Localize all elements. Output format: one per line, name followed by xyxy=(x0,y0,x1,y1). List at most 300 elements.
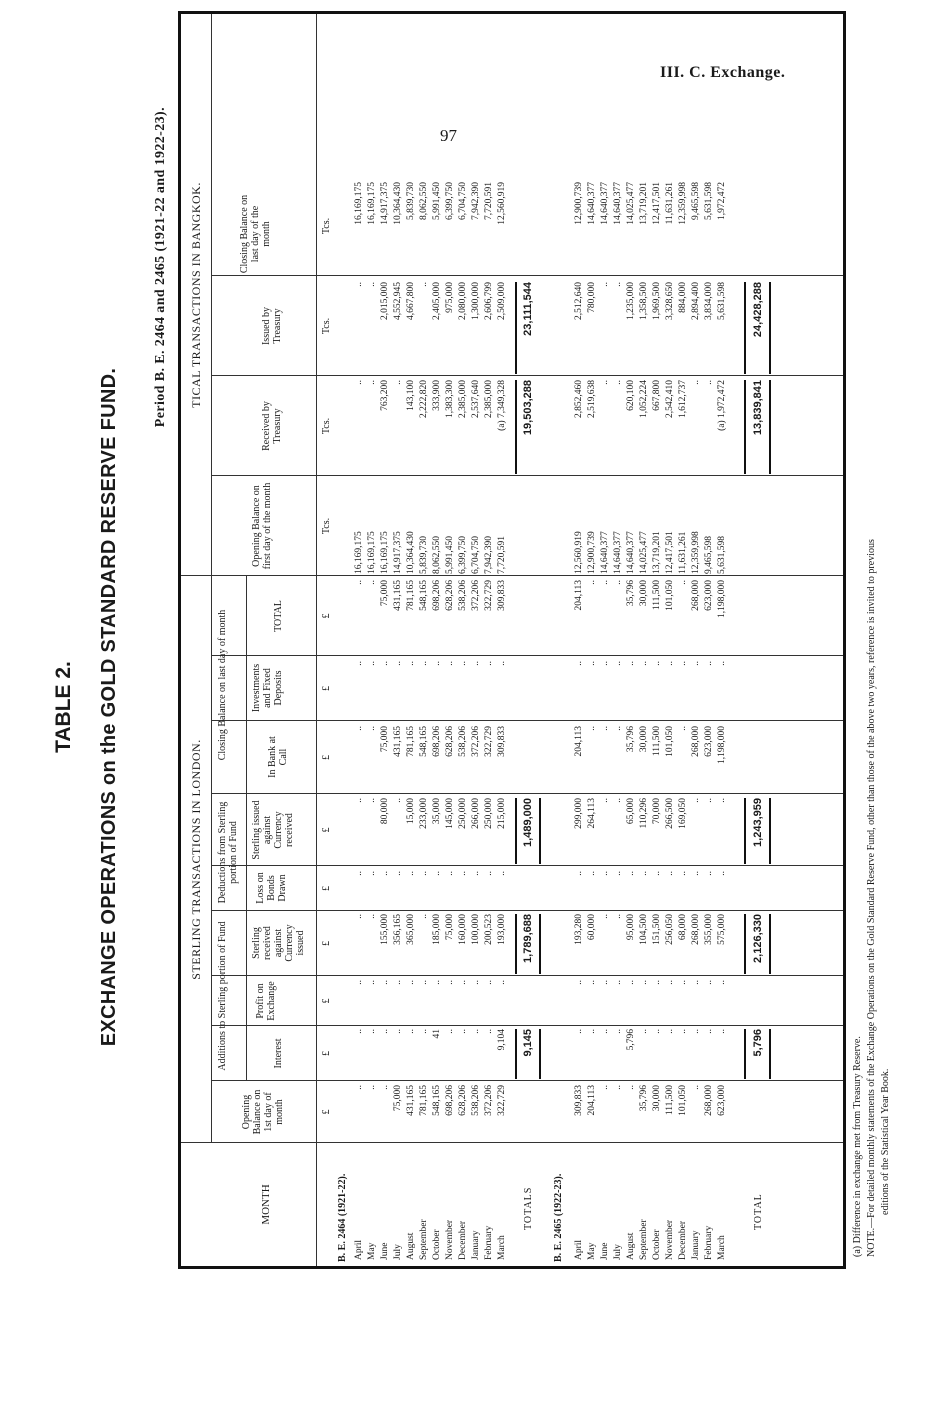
table-cell: 575,000 xyxy=(717,914,727,945)
table-cell: 264,113 xyxy=(587,798,597,829)
table-cell: 35,796 xyxy=(639,1085,649,1112)
footnote-note: NOTE.—For detailed monthly statements of the Exchange Operations on the Gold Standard Reserve Fund, other than those of the above two years, reference is invited to previous xyxy=(866,539,877,1257)
table-cell: .. xyxy=(691,980,701,985)
table-cell: .. xyxy=(432,661,442,666)
table-cell: 538,206 xyxy=(458,580,468,611)
table-cell: 13,719,201 xyxy=(652,531,662,574)
table-cell: .. xyxy=(691,661,701,666)
investments-column xyxy=(573,661,729,719)
table-cell: .. xyxy=(419,871,429,876)
table-cell: 5,839,730 xyxy=(406,182,416,220)
tical-opening-column xyxy=(353,514,509,574)
table-cell: 111,500 xyxy=(652,726,662,757)
table-cell: 6,399,750 xyxy=(458,536,468,574)
table-cell: 333,900 xyxy=(432,380,442,411)
table-cell: 1,052,224 xyxy=(639,380,649,418)
totals-label: TOTALS xyxy=(523,1186,534,1230)
table-cell: .. xyxy=(354,580,364,585)
tical-closing-column xyxy=(353,182,509,274)
table-cell: .. xyxy=(354,380,364,385)
table-cell: .. xyxy=(665,661,675,666)
exchange-table xyxy=(178,11,846,1269)
unit-label: £ xyxy=(321,613,332,619)
table-cell: .. xyxy=(704,980,714,985)
table-cell: .. xyxy=(613,1085,623,1090)
table-cell: .. xyxy=(354,726,364,731)
table-cell: .. xyxy=(367,1085,377,1090)
month-cell: July xyxy=(393,1244,403,1260)
table-cell: .. xyxy=(354,1029,364,1034)
table-cell: .. xyxy=(445,1029,455,1034)
table-cell: .. xyxy=(613,580,623,585)
total-received: 13,839,841 xyxy=(752,380,764,436)
table-cell: 204,113 xyxy=(574,580,584,611)
table-cell: 2,537,640 xyxy=(471,380,481,418)
month-cell: March xyxy=(717,1235,727,1260)
table-cell: 111,500 xyxy=(665,1085,675,1116)
table-cell: .. xyxy=(354,980,364,985)
totals-interest: 9,145 xyxy=(522,1029,534,1057)
table-cell: 266,500 xyxy=(665,798,675,829)
table-cell: .. xyxy=(574,871,584,876)
table-cell: 2,542,410 xyxy=(665,380,675,418)
table-cell: 233,000 xyxy=(419,798,429,829)
table-cell: 628,206 xyxy=(445,580,455,611)
table-cell: .. xyxy=(406,661,416,666)
table-cell: .. xyxy=(458,661,468,666)
table-cell: 5,991,450 xyxy=(432,182,442,220)
table-cell: 2,080,000 xyxy=(458,282,468,320)
month-cell: July xyxy=(613,1244,623,1260)
table-cell: .. xyxy=(497,980,507,985)
month-cell: February xyxy=(484,1225,494,1260)
table-cell: .. xyxy=(600,726,610,731)
sterling-received-column xyxy=(573,914,729,974)
month-list xyxy=(353,1145,509,1260)
sterling-issued-column xyxy=(573,798,729,864)
table-cell: .. xyxy=(354,798,364,803)
month-cell: January xyxy=(471,1230,481,1260)
table-cell: .. xyxy=(406,871,416,876)
month-cell: February xyxy=(704,1225,714,1260)
unit-label: £ xyxy=(321,827,332,833)
issued-column xyxy=(353,282,509,374)
table-cell: .. xyxy=(445,871,455,876)
tical-closing-column xyxy=(573,182,729,274)
received-header: Received by Treasury xyxy=(261,401,283,451)
month-cell: August xyxy=(406,1232,416,1260)
table-cell: .. xyxy=(665,871,675,876)
table-cell: 14,917,375 xyxy=(380,182,390,225)
table-cell: .. xyxy=(406,1029,416,1034)
table-cell: 12,900,739 xyxy=(574,182,584,225)
table-cell: 3,834,000 xyxy=(704,282,714,320)
table-cell: .. xyxy=(367,980,377,985)
table-cell: 200,523 xyxy=(484,914,494,945)
investments-header: Investments and Fixed Deposits xyxy=(251,663,284,713)
table-cell: 1,383,300 xyxy=(445,380,455,418)
table-cell: .. xyxy=(600,380,610,385)
period-line: Period B. E. 2464 and 2465 (1921-22 and 1922-23). xyxy=(153,107,168,428)
unit-label: Tcs. xyxy=(321,317,332,335)
table-cell: 75,000 xyxy=(380,726,390,753)
unit-label: Tcs. xyxy=(321,217,332,235)
table-cell: (a) 7,349,328 xyxy=(497,380,507,431)
table-cell: 101,050 xyxy=(665,726,675,757)
table-cell: 781,165 xyxy=(419,1085,429,1116)
table-cell: 101,050 xyxy=(665,580,675,611)
table-cell: 8,062,550 xyxy=(419,182,429,220)
table-cell: .. xyxy=(678,661,688,666)
table-cell: .. xyxy=(471,980,481,985)
table-cell: .. xyxy=(587,580,597,585)
table-cell: 548,165 xyxy=(419,580,429,611)
table-cell: .. xyxy=(678,980,688,985)
table-cell: 4,667,800 xyxy=(406,282,416,320)
table-cell: 1,972,472 xyxy=(717,182,727,220)
month-cell: March xyxy=(497,1235,507,1260)
table-cell: .. xyxy=(419,980,429,985)
table-cell: 101,050 xyxy=(678,1085,688,1116)
table-cell: .. xyxy=(367,380,377,385)
table-cell: 193,000 xyxy=(497,914,507,945)
month-cell: December xyxy=(678,1220,688,1260)
table-cell: .. xyxy=(704,1029,714,1034)
month-cell: December xyxy=(458,1220,468,1260)
table-cell: .. xyxy=(458,1029,468,1034)
rotated-table-page xyxy=(0,7,932,1407)
table-cell: .. xyxy=(600,914,610,919)
table-cell: 14,640,377 xyxy=(626,531,636,574)
table-cell: (a) 1,972,472 xyxy=(717,380,727,431)
table-cell: 309,833 xyxy=(574,1085,584,1116)
month-cell: June xyxy=(600,1242,610,1260)
table-cell: .. xyxy=(613,661,623,666)
table-cell: .. xyxy=(419,914,429,919)
month-cell: January xyxy=(691,1230,701,1260)
table-cell: 2,015,000 xyxy=(380,282,390,320)
footnote-a: (a) Difference in exchange met from Treasury Reserve. xyxy=(852,1036,863,1257)
table-cell: .. xyxy=(704,380,714,385)
table-cell: 7,942,390 xyxy=(484,536,494,574)
table-cell: .. xyxy=(613,726,623,731)
closing-balance-header: Closing Balance on last day of month xyxy=(217,609,228,761)
table-cell: .. xyxy=(419,282,429,287)
sterling-received-header: Sterling received against Currency issued xyxy=(251,924,306,962)
table-cell: 2,894,400 xyxy=(691,282,701,320)
table-cell: .. xyxy=(704,661,714,666)
table-cell: 1,300,000 xyxy=(471,282,481,320)
table-cell: 268,000 xyxy=(691,914,701,945)
table-cell: 299,000 xyxy=(574,798,584,829)
table-cell: .. xyxy=(717,1029,727,1034)
table-cell: 100,000 xyxy=(471,914,481,945)
table-cell: .. xyxy=(691,798,701,803)
table-cell: 623,000 xyxy=(717,1085,727,1116)
unit-label: £ xyxy=(321,886,332,891)
table-cell: .. xyxy=(367,871,377,876)
table-cell: 975,000 xyxy=(445,282,455,313)
table-cell: 698,206 xyxy=(432,726,442,757)
month-cell: June xyxy=(380,1242,390,1260)
table-cell: 1,235,000 xyxy=(626,282,636,320)
table-cell: 667,800 xyxy=(652,380,662,411)
table-cell: .. xyxy=(419,661,429,666)
table-cell: .. xyxy=(354,661,364,666)
table-cell: .. xyxy=(354,871,364,876)
table-cell: 75,000 xyxy=(380,580,390,607)
table-cell: 111,500 xyxy=(652,580,662,611)
table-cell: .. xyxy=(367,726,377,731)
total-label: TOTAL xyxy=(753,1193,764,1230)
opening-balance-column xyxy=(573,1085,729,1141)
table-cell: 65,000 xyxy=(626,798,636,825)
table-cell: .. xyxy=(717,980,727,985)
table-cell: 763,200 xyxy=(380,380,390,411)
table-cell: 35,000 xyxy=(432,798,442,825)
month-cell: October xyxy=(432,1229,442,1260)
interest-column xyxy=(353,1029,509,1079)
table-cell: 14,917,375 xyxy=(393,531,403,574)
table-cell: .. xyxy=(613,380,623,385)
table-cell: .. xyxy=(626,1085,636,1090)
table-cell: .. xyxy=(626,661,636,666)
table-cell: 12,560,919 xyxy=(574,531,584,574)
deductions-header: Deductions from Sterling portion of Fund xyxy=(217,801,239,904)
table-cell: 250,000 xyxy=(458,798,468,829)
opening-balance-header: Opening Balance on 1st day of month xyxy=(241,1089,285,1135)
table-cell: 7,720,591 xyxy=(497,536,507,574)
table-cell: .. xyxy=(639,871,649,876)
table-cell: .. xyxy=(652,871,662,876)
profit-column xyxy=(573,980,729,1024)
tical-group-header: TICAL TRANSACTIONS IN BANGKOK. xyxy=(189,182,203,408)
unit-label: Tcs. xyxy=(321,417,332,435)
table-cell: .. xyxy=(574,661,584,666)
table-cell: 548,165 xyxy=(432,1085,442,1116)
table-cell: 204,113 xyxy=(574,726,584,757)
table-cell: .. xyxy=(639,1029,649,1034)
table-cell: .. xyxy=(380,980,390,985)
table-cell: 5,796 xyxy=(626,1029,636,1051)
table-cell: 70,000 xyxy=(652,798,662,825)
table-cell: 781,165 xyxy=(406,726,416,757)
table-cell: 1,358,500 xyxy=(639,282,649,320)
table-cell: 6,704,750 xyxy=(458,182,468,220)
table-cell: .. xyxy=(600,661,610,666)
interest-column xyxy=(573,1029,729,1079)
table-cell: .. xyxy=(626,871,636,876)
table-cell: 30,000 xyxy=(639,580,649,607)
table-cell: .. xyxy=(354,282,364,287)
table-cell: .. xyxy=(471,661,481,666)
table-cell: 151,500 xyxy=(652,914,662,945)
table-cell: 431,165 xyxy=(406,1085,416,1116)
table-cell: 266,000 xyxy=(471,798,481,829)
table-cell: 12,417,501 xyxy=(652,182,662,225)
table-cell: 14,640,377 xyxy=(600,531,610,574)
table-title: TABLE 2. xyxy=(52,661,75,753)
table-cell: 884,000 xyxy=(678,282,688,313)
table-cell: 169,050 xyxy=(678,798,688,829)
table-cell: 10,364,430 xyxy=(393,182,403,225)
total-sterling-received: 2,126,330 xyxy=(752,914,764,963)
table-cell: .. xyxy=(613,914,623,919)
profit-column xyxy=(353,980,509,1024)
table-cell: 322,729 xyxy=(484,580,494,611)
unit-label: £ xyxy=(321,1109,332,1115)
table-cell: 268,000 xyxy=(691,580,701,611)
table-cell: 6,704,750 xyxy=(471,536,481,574)
table-cell: 35,796 xyxy=(626,726,636,753)
tical-opening-header: Opening Balance on first day of the month xyxy=(251,482,273,570)
table-cell: 11,631,261 xyxy=(665,182,675,225)
table-cell: .. xyxy=(587,980,597,985)
table-cell: 548,165 xyxy=(419,726,429,757)
table-cell: 780,000 xyxy=(587,282,597,313)
table-cell: .. xyxy=(471,871,481,876)
sterling-group-header: STERLING TRANSACTIONS IN LONDON. xyxy=(189,739,203,980)
table-cell: 16,169,175 xyxy=(354,531,364,574)
table-cell: 11,631,261 xyxy=(678,531,688,574)
table-cell: .. xyxy=(393,798,403,803)
section-heading-1922: B. E. 2465 (1922-23). xyxy=(553,1173,564,1262)
table-cell: 14,640,377 xyxy=(600,182,610,225)
table-cell: .. xyxy=(367,1029,377,1034)
table-cell: 1,198,000 xyxy=(717,726,727,764)
totals-issued: 23,111,544 xyxy=(522,282,534,336)
table-cell: .. xyxy=(497,871,507,876)
sterling-issued-header: Sterling issued against Currency received xyxy=(251,800,295,860)
table-cell: 13,719,201 xyxy=(639,182,649,225)
section-label: III. C. Exchange. xyxy=(660,64,786,81)
table-cell: 104,500 xyxy=(639,914,649,945)
table-cell: 16,169,175 xyxy=(367,182,377,225)
table-cell: 215,000 xyxy=(497,798,507,829)
table-cell: .. xyxy=(393,380,403,385)
table-cell: .. xyxy=(600,980,610,985)
total-issued: 24,428,288 xyxy=(752,282,764,338)
table-cell: 160,000 xyxy=(458,914,468,945)
tical-opening-column xyxy=(573,514,729,574)
table-cell: 10,364,430 xyxy=(406,531,416,574)
table-cell: .. xyxy=(367,580,377,585)
sterling-received-column xyxy=(353,914,509,974)
table-cell: 5,631,598 xyxy=(704,182,714,220)
received-column xyxy=(573,380,729,474)
table-cell: 5,631,598 xyxy=(717,282,727,320)
table-cell: .. xyxy=(574,1029,584,1034)
table-cell: 16,169,175 xyxy=(354,182,364,225)
table-cell: 2,519,638 xyxy=(587,380,597,418)
table-cell: 698,206 xyxy=(445,1085,455,1116)
table-cell: .. xyxy=(652,1029,662,1034)
table-cell: 68,000 xyxy=(678,914,688,941)
issued-column xyxy=(573,282,729,374)
table-cell: .. xyxy=(458,871,468,876)
table-cell: .. xyxy=(393,661,403,666)
month-cell: October xyxy=(652,1229,662,1260)
table-cell: .. xyxy=(600,1085,610,1090)
totals-received: 19,503,288 xyxy=(522,380,534,436)
month-cell: May xyxy=(367,1242,377,1260)
table-cell: .. xyxy=(587,871,597,876)
table-cell: .. xyxy=(406,980,416,985)
table-cell: .. xyxy=(393,980,403,985)
table-cell: 7,942,390 xyxy=(471,182,481,220)
in-bank-column xyxy=(573,726,729,792)
table-cell: 95,000 xyxy=(626,914,636,941)
table-cell: .. xyxy=(678,580,688,585)
table-cell: 309,833 xyxy=(497,726,507,757)
table-cell: .. xyxy=(380,1085,390,1090)
table-cell: .. xyxy=(484,980,494,985)
table-cell: .. xyxy=(626,980,636,985)
table-cell: 12,359,998 xyxy=(678,182,688,225)
total-column xyxy=(353,580,509,654)
table-cell: .. xyxy=(587,661,597,666)
table-cell: .. xyxy=(484,1029,494,1034)
table-cell: .. xyxy=(691,1029,701,1034)
table-cell: .. xyxy=(471,1029,481,1034)
table-cell: .. xyxy=(393,1029,403,1034)
unit-label: £ xyxy=(321,998,332,1004)
total-header: TOTAL xyxy=(273,600,284,632)
table-cell: .. xyxy=(367,282,377,287)
table-cell: .. xyxy=(639,661,649,666)
table-cell: 268,000 xyxy=(704,1085,714,1116)
table-cell: .. xyxy=(484,661,494,666)
total-column xyxy=(573,580,729,654)
table-cell: .. xyxy=(717,871,727,876)
table-cell: .. xyxy=(432,871,442,876)
table-cell: 30,000 xyxy=(652,1085,662,1112)
table-cell: 9,465,598 xyxy=(691,182,701,220)
table-cell: .. xyxy=(665,980,675,985)
table-cell: 9,465,598 xyxy=(704,536,714,574)
table-cell: .. xyxy=(587,1029,597,1034)
table-cell: 60,000 xyxy=(587,914,597,941)
table-cell: .. xyxy=(691,871,701,876)
table-cell: 256,050 xyxy=(665,914,675,945)
loss-column xyxy=(573,871,729,909)
table-cell: 355,000 xyxy=(704,914,714,945)
table-cell: .. xyxy=(419,1029,429,1034)
table-cell: .. xyxy=(652,980,662,985)
table-cell: .. xyxy=(445,661,455,666)
table-cell: .. xyxy=(380,871,390,876)
in-bank-column xyxy=(353,726,509,792)
table-cell: 14,640,377 xyxy=(613,182,623,225)
table-cell: 623,000 xyxy=(704,580,714,611)
month-cell: May xyxy=(587,1242,597,1260)
table-cell: 2,512,640 xyxy=(574,282,584,320)
table-cell: .. xyxy=(613,871,623,876)
table-cell: .. xyxy=(484,871,494,876)
table-cell: .. xyxy=(652,661,662,666)
table-cell: 2,385,000 xyxy=(484,380,494,418)
table-cell: 268,000 xyxy=(691,726,701,757)
table-cell: 628,206 xyxy=(458,1085,468,1116)
table-cell: 2,852,460 xyxy=(574,380,584,418)
unit-label: £ xyxy=(321,686,332,691)
table-cell: 193,280 xyxy=(574,914,584,945)
table-cell: 16,169,175 xyxy=(380,531,390,574)
table-cell: .. xyxy=(367,914,377,919)
table-cell: 41 xyxy=(432,1029,442,1039)
table-cell: 372,206 xyxy=(471,580,481,611)
table-cell: 620,100 xyxy=(626,380,636,411)
